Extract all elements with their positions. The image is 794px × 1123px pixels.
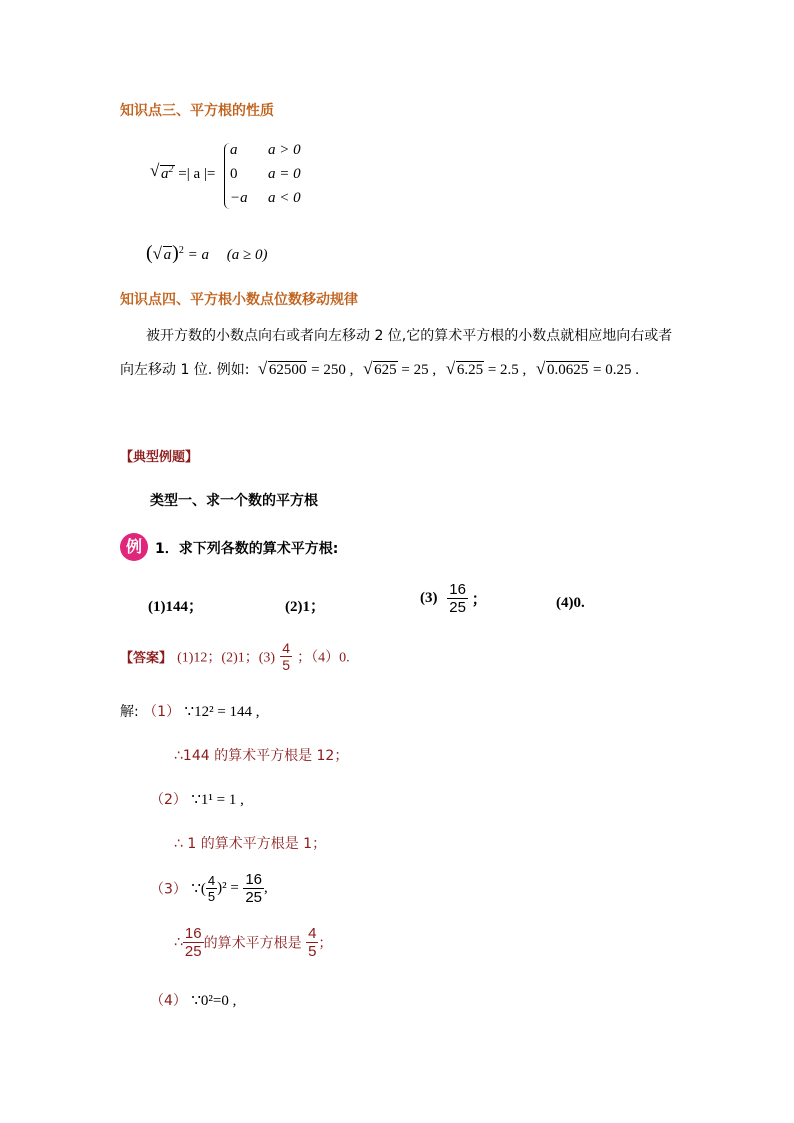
case-2-condition: a = 0 [268,166,301,182]
example-badge: 例 [120,533,148,561]
abs-value: =| a |= [178,166,216,182]
item-4: (4)0. [556,595,585,611]
examples-header: 【典型例题】 [120,450,199,465]
kp3-title: 知识点三、平方根的性质 [120,103,274,119]
type1-title: 类型一、求一个数的平方根 [150,493,318,509]
case-3-condition: a < 0 [268,190,301,206]
solution-step-3b: ∴ $\frac{16}{25}$ 的算术平方根是 $\frac{4}{5}$ ； [174,925,333,960]
kp4-line1: 被开方数的小数点向右或者向左移动 2 位,它的算术平方根的小数点就相应地向右或者 [146,328,673,344]
example-1-question: 1．求下列各数的算术平方根: [155,541,339,557]
sqrt-a-squared-identity: ( √ a)$^2$ = a (a ≥ 0) [146,242,268,264]
answer-line: 【答案】 (1)12；(2)1；(3) $\frac{4}{5}$ ；（4）0. [120,640,350,673]
solution-step-4a: （4） ∵0²=0 , [150,993,237,1009]
item-2: (2)1； [285,599,325,615]
solution-step-1b: ∴144 的算术平方根是 12； [174,748,349,764]
solution-step-2b: ∴ 1 的算术平方根是 1； [174,836,327,852]
sqrt-a-squared: √ $a^2$ =| a |= [150,161,216,182]
case-1-value: a [230,142,238,158]
solution-step-1a: 解: （1） ∵12² = 144 , [120,704,260,720]
solution-step-2a: （2） ∵1¹ = 1 , [150,792,244,808]
item-3: (3) $\frac{16}{25}$ ； [420,581,487,616]
case-3-value: −a [230,190,248,206]
kp4-line2: 向左移动 1 位. 例如: √ 62500 = 250 , √ 625 = 25 , √ 6.25 = 2.5 , √ 0.0625 = 0.25 . [120,359,640,378]
item-1: (1)144； [148,599,203,615]
case-2-value: 0 [230,166,238,182]
solution-step-3a: （3） ∵( $\frac{4}{5}$ )² = $\frac{16}{25}$ , [150,871,268,906]
kp4-title: 知识点四、平方根小数点位数移动规律 [120,292,358,308]
case-1-condition: a > 0 [268,142,301,158]
